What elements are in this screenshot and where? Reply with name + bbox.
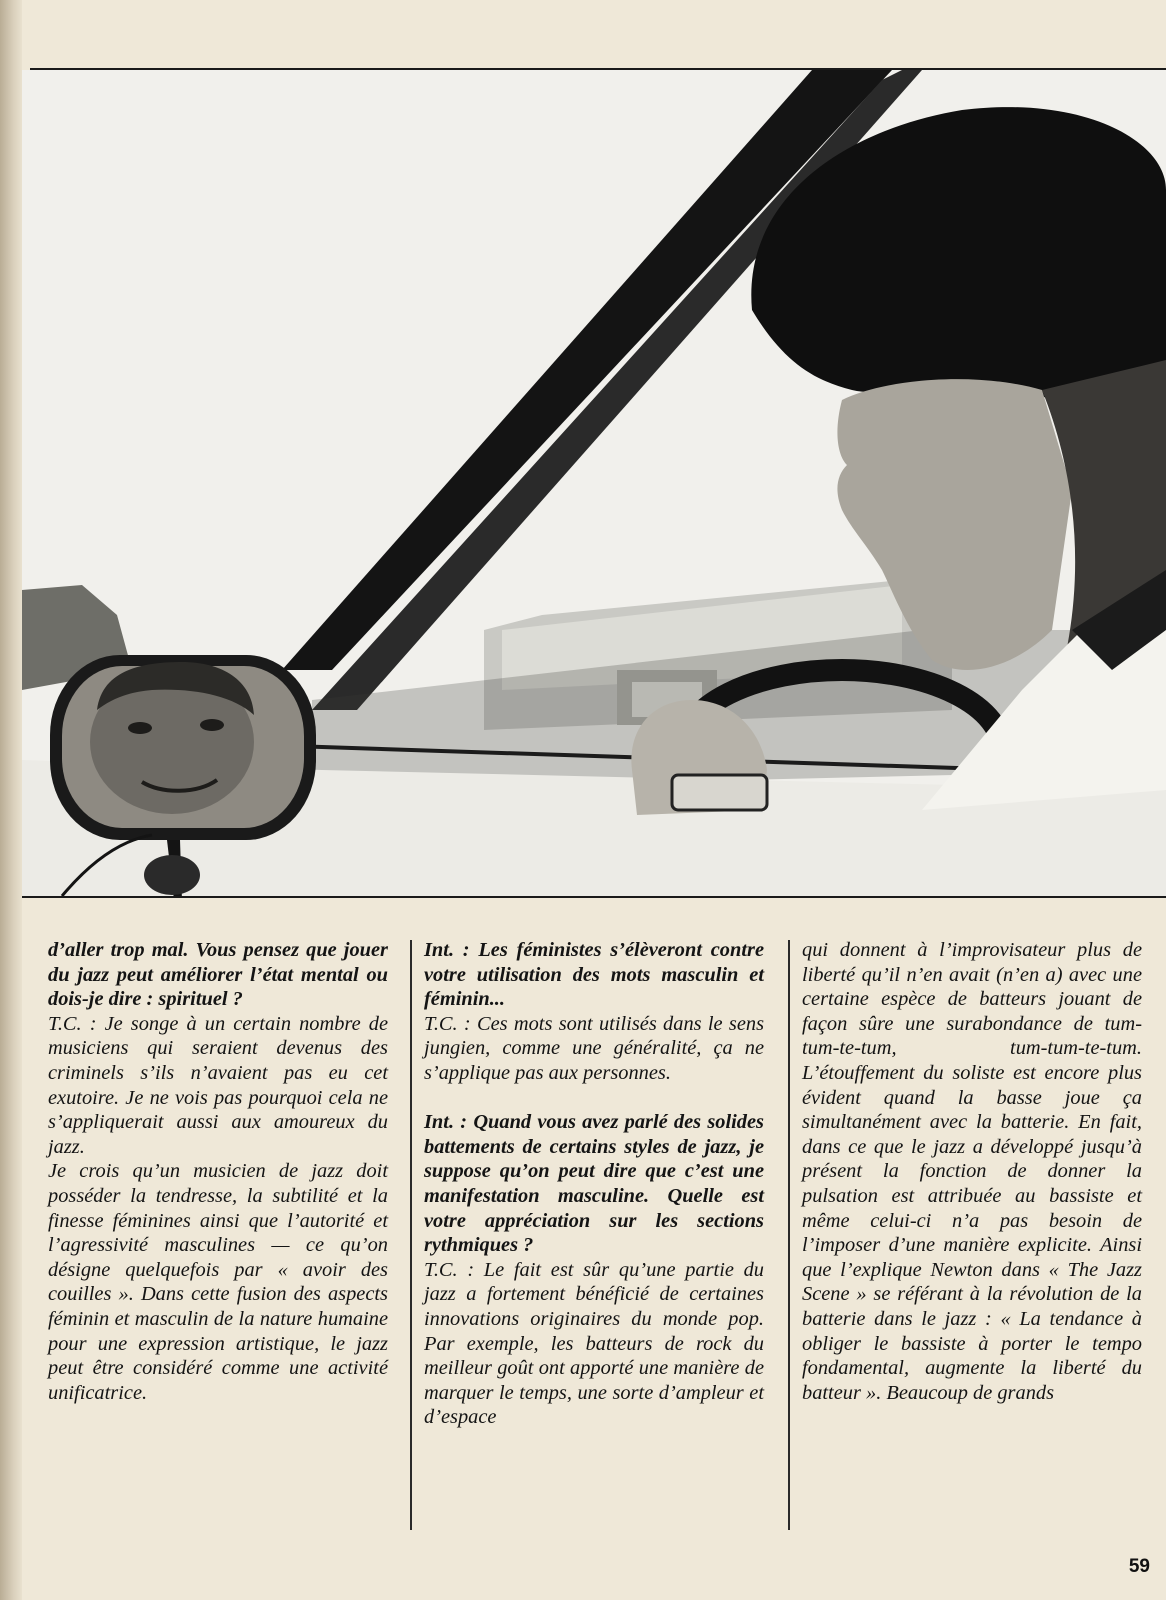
question-paragraph: Int. : Quand vous avez parlé des solides battements de certains styles de jazz, je suppose qu’on peut dire que c’est une manifestation masculine. Quelle est votre appréciation sur les sections rythmiques ? — [424, 1111, 764, 1257]
answer-paragraph: T.C. : Ces mots sont utilisés dans le sens jungien, comme une généralité, ça ne s’applique pas aux personnes. — [424, 1012, 764, 1084]
answer-paragraph: T.C. : Je songe à un certain nombre de musiciens qui seraient devenus des criminels s’ils n’avaient pas eu cet exutoire. Je ne vois pas pourquoi cela ne s’appliquerait aussi aux amoureux du jazz. — [48, 1012, 388, 1158]
question-paragraph: d’aller trop mal. Vous pensez que jouer du jazz peut améliorer l’état mental ou dois-je dire : spirituel ? — [48, 939, 388, 1011]
answer-paragraph: T.C. : Le fait est sûr qu’une partie du jazz a fortement bénéficié de certaines innovations originaires du monde pop. Par exemple, les batteurs de rock du meilleur goût ont apporté une manière de marquer le temps, une sorte d’ampleur et d’espace — [424, 1258, 764, 1429]
article-column-1 — [48, 938, 388, 1538]
photo-man-driving-car — [22, 70, 1166, 896]
page-spine-shadow — [0, 0, 22, 1600]
bottom-rule — [22, 896, 1166, 898]
page-number: 59 — [1128, 1556, 1150, 1577]
article-column-3 — [802, 938, 1142, 1538]
question-paragraph: Int. : Les féministes s’élèveront contre votre utilisation des mots masculin et féminin... — [424, 939, 764, 1011]
article-column-2 — [424, 938, 764, 1538]
column-divider — [788, 940, 790, 1530]
column-divider — [410, 940, 412, 1530]
answer-paragraph: qui donnent à l’improvisateur plus de liberté qu’il n’en avait (n’en a) avec une certaine espèce de batteurs jouant de façon sûre une surabondance de tum-tum-te-tum, tum-tum-te-tum. L’étouffement du soliste est encore plus évident quand la basse joue ça simultanément avec la batterie. En fait, dans ce que le jazz a développé jusqu’à présent la fonction de donner la pulsation est attribuée au bassiste et même celui-ci n’a pas besoin de l’imposer d’une manière explicite. Ainsi que l’explique Newton dans « The Jazz Scene » se référant à la révolution de la batterie dans le jazz : « La tendance à obliger le bassiste à porter le tempo fondamental, augmente la liberté du batteur ». Beaucoup de grands — [802, 939, 1142, 1404]
answer-paragraph: Je crois qu’un musicien de jazz doit posséder la tendresse, la subtilité et la finesse féminines ainsi que l’autorité et l’agressivité masculines — ce qu’on désigne quelquefois par « avoir des couilles ». Dans cette fusion des aspects féminin et masculin de la nature humaine pour une expression artistique, le jazz peut être considéré comme une activité unificatrice. — [48, 1160, 388, 1404]
